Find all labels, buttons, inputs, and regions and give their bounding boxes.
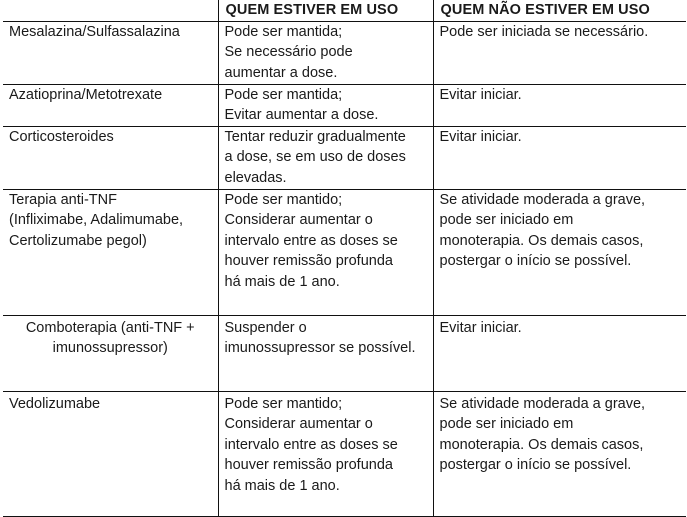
drug-name-cell: [3, 21, 218, 84]
header-row: [3, 0, 686, 21]
not-in-use-cell: [433, 126, 686, 189]
cell-line: Se atividade moderada a grave,: [439, 395, 646, 412]
table-row: [3, 126, 686, 189]
drug-name-cell: [3, 391, 218, 516]
drug-name-line: Mesalazina/Sulfassalazina: [9, 23, 180, 40]
cell-line: há mais de 1 ano.: [224, 477, 340, 494]
not-in-use-cell: [433, 315, 686, 391]
cell-line: monoterapia. Os demais casos,: [439, 232, 644, 249]
cell-line: Evitar iniciar.: [439, 319, 522, 336]
in-use-cell: [218, 21, 433, 84]
cell-line: Considerar aumentar o: [224, 416, 373, 433]
cell-line: a dose, se em uso de doses: [224, 149, 406, 166]
in-use-cell: [218, 189, 433, 315]
drug-name-line: Azatioprina/Metotrexate: [9, 86, 163, 103]
cell-line: monoterapia. Os demais casos,: [439, 436, 644, 453]
not-in-use-cell: [433, 84, 686, 126]
cell-line: Se atividade moderada a grave,: [439, 191, 646, 208]
cell-line: Evitar aumentar a dose.: [224, 107, 379, 124]
table-row: [3, 315, 686, 391]
drug-name-cell: [3, 315, 218, 391]
drug-name-line: Corticosteroides: [9, 128, 114, 145]
cell-line: Pode ser mantida;: [224, 86, 343, 103]
not-in-use-cell: [433, 189, 686, 315]
cell-line: Evitar iniciar.: [439, 128, 522, 145]
recommendations-table: [3, 0, 686, 517]
not-in-use-cell: [433, 391, 686, 516]
cell-line: Se necessário pode: [224, 44, 353, 61]
not-in-use-cell: [433, 21, 686, 84]
drug-name-line: imunossupressor): [52, 340, 168, 357]
in-use-cell: [218, 126, 433, 189]
drug-name-line: Terapia anti-TNF: [9, 191, 117, 208]
in-use-cell: [218, 315, 433, 391]
header-in-use: QUEM ESTIVER EM USO: [218, 0, 433, 21]
cell-line: intervalo entre as doses se: [224, 436, 398, 453]
cell-line: elevadas.: [224, 169, 287, 186]
table-row: [3, 189, 686, 315]
in-use-cell: [218, 84, 433, 126]
cell-line: intervalo entre as doses se: [224, 232, 398, 249]
cell-line: aumentar a dose.: [224, 64, 338, 81]
table-row: [3, 21, 686, 84]
cell-line: houver remissão profunda: [224, 457, 393, 474]
drug-name-cell: [3, 126, 218, 189]
drug-name-cell: [3, 84, 218, 126]
cell-line: Considerar aumentar o: [224, 212, 373, 229]
cell-line: Pode ser mantido;: [224, 395, 343, 412]
cell-line: imunossupressor se possível.: [224, 340, 416, 357]
cell-line: postergar o início se possível.: [439, 253, 632, 270]
drug-name-line: Vedolizumabe: [9, 395, 101, 412]
header-cell-empty: [3, 0, 218, 21]
drug-name-cell: [3, 189, 218, 315]
cell-line: pode ser iniciado em: [439, 212, 574, 229]
cell-line: pode ser iniciado em: [439, 416, 574, 433]
cell-line: Pode ser mantido;: [224, 191, 343, 208]
drug-name-line: Certolizumabe pegol): [9, 232, 147, 249]
drug-name-line: (Infliximabe, Adalimumabe,: [9, 212, 184, 229]
cell-line: Tentar reduzir gradualmente: [224, 128, 406, 145]
cell-line: Pode ser mantida;: [224, 23, 343, 40]
cell-line: postergar o início se possível.: [439, 457, 632, 474]
cell-line: há mais de 1 ano.: [224, 273, 340, 290]
drug-name-line: Comboterapia (anti-TNF +: [25, 319, 195, 336]
cell-line: Suspender o: [224, 319, 307, 336]
cell-line: Pode ser iniciada se necessário.: [439, 23, 649, 40]
cell-line: houver remissão profunda: [224, 253, 393, 270]
table-row: [3, 84, 686, 126]
header-not-in-use: QUEM NÃO ESTIVER EM USO: [433, 0, 686, 21]
table-row: [3, 391, 686, 516]
cell-line: Evitar iniciar.: [439, 86, 522, 103]
in-use-cell: [218, 391, 433, 516]
